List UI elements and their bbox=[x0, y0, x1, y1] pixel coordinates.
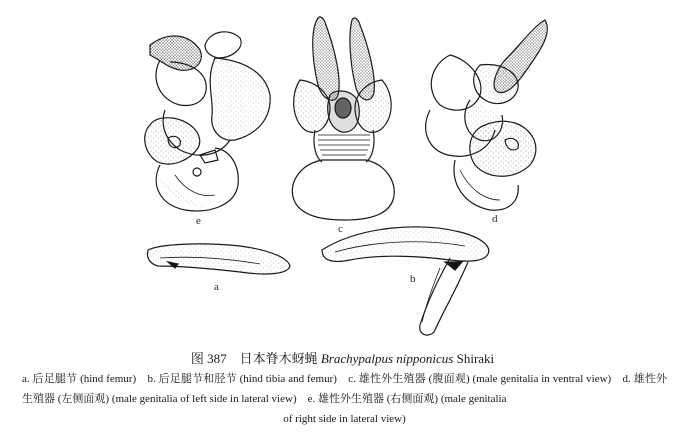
species-chinese-name: 日本脊木蚜蝇 bbox=[239, 351, 318, 366]
figure-legend bbox=[22, 369, 667, 429]
legend-line-1: a. 后足腿节 (hind femur) b. 后足腿节和胫节 (hind tibia and femur) c. 雄性外生殖器 (腹面观) (male genitalia in ventral view) d. 雄性外生殖器 (左侧面观) (male genitalia of left side in lateral view) e. 雄性外生殖器 (右侧面观) (male genitalia bbox=[22, 373, 667, 405]
species-author: Shiraki bbox=[456, 351, 495, 366]
panel-label-c: c bbox=[338, 223, 343, 235]
panel-label-d: d bbox=[492, 213, 498, 225]
legend-line-2: of right side in lateral view) bbox=[283, 413, 406, 425]
species-scientific-name: Brachypalpus nipponicus bbox=[320, 351, 454, 366]
panel-label-b: b bbox=[410, 273, 416, 285]
drawing-a-hind-femur bbox=[147, 244, 290, 274]
figure-caption-title bbox=[0, 348, 685, 367]
drawing-b-hind-tibia-femur bbox=[322, 227, 489, 335]
panel-label-a: a bbox=[214, 281, 219, 293]
figure-number: 图 387 bbox=[190, 351, 227, 366]
drawing-c-genitalia-ventral bbox=[292, 17, 394, 220]
drawing-e-genitalia-right-lateral bbox=[145, 32, 270, 211]
panel-label-e: e bbox=[196, 215, 201, 227]
drawing-d-genitalia-left-lateral bbox=[426, 20, 548, 210]
